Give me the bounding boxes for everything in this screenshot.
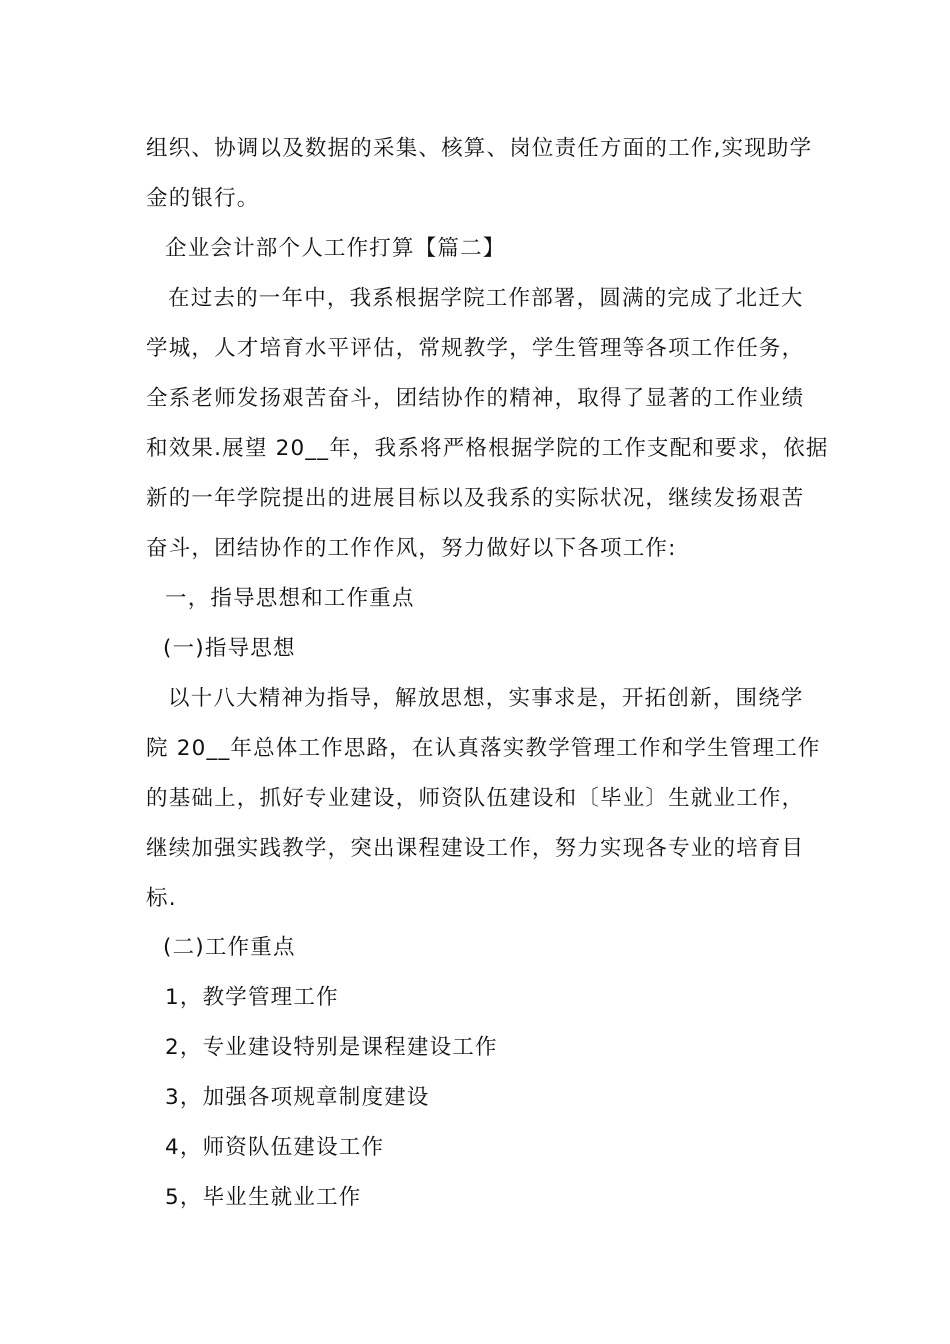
list-item: 5，毕业生就业工作 (165, 1185, 362, 1210)
subsection-heading: (一)指导思想 (163, 636, 296, 661)
text-line: 和效果.展望 20__年，我系将严格根据学院的工作支配和要求，依据 (146, 436, 829, 461)
text-line: 组织、协调以及数据的采集、核算、岗位责任方面的工作,实现助学 (146, 136, 813, 161)
list-item: 2，专业建设特别是课程建设工作 (165, 1035, 498, 1060)
text-line: 金的银行。 (146, 186, 260, 211)
list-item: 3，加强各项规章制度建设 (165, 1085, 430, 1110)
text-line: 学城，人才培育水平评估，常规教学，学生管理等各项工作任务， (146, 336, 805, 361)
text-line: 新的一年学院提出的进展目标以及我系的实际状况，继续发扬艰苦 (146, 486, 805, 511)
text-line: 院 20__年总体工作思路，在认真落实教学管理工作和学生管理工作 (146, 736, 821, 761)
section-heading: 一，指导思想和工作重点 (165, 586, 415, 611)
subsection-heading: (二)工作重点 (163, 935, 296, 960)
text-line: 奋斗，团结协作的工作作风，努力做好以下各项工作: (146, 536, 677, 561)
section-heading: 企业会计部个人工作打算【篇二】 (165, 236, 506, 261)
text-line: 在过去的一年中，我系根据学院工作部署，圆满的完成了北迁大 (168, 286, 804, 311)
list-item: 4，师资队伍建设工作 (165, 1135, 385, 1160)
text-line: 标. (146, 886, 177, 911)
text-line: 继续加强实践教学，突出课程建设工作，努力实现各专业的培育目 (146, 836, 805, 861)
text-line: 全系老师发扬艰苦奋斗，团结协作的精神，取得了显著的工作业绩 (146, 386, 805, 411)
text-line: 以十八大精神为指导，解放思想，实事求是，开拓创新，围绕学 (168, 686, 804, 711)
list-item: 1，教学管理工作 (165, 985, 339, 1010)
text-line: 的基础上，抓好专业建设，师资队伍建设和〔毕业〕生就业工作， (146, 786, 805, 811)
